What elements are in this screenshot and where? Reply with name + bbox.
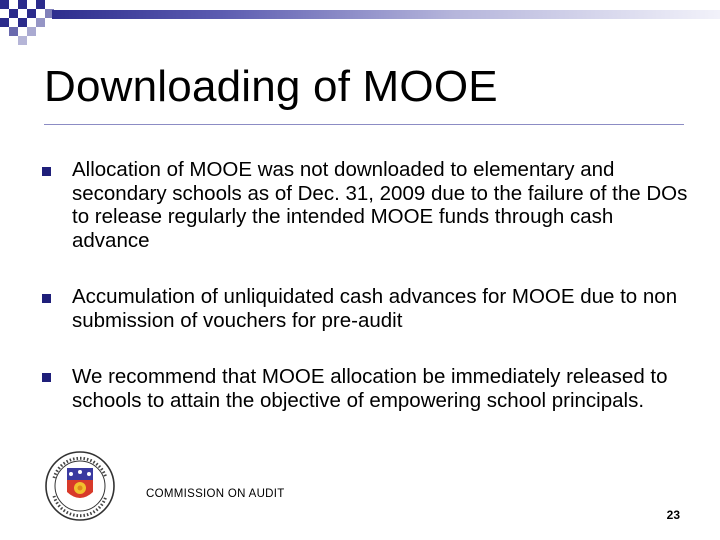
bullet-text: Allocation of MOOE was not downloaded to elementary and secondary schools as of Dec. 31, 2009 due to the failure of the DOs to release regularly the intended MOOE funds through cash advance: [72, 158, 688, 252]
page-number: 23: [666, 508, 680, 522]
corner-checker-decoration: [0, 0, 60, 44]
organization-name: COMMISSION ON AUDIT: [146, 488, 285, 500]
commission-on-audit-seal-icon: [40, 450, 126, 522]
bullet-text: Accumulation of unliquidated cash advances for MOOE due to non submission of vouchers for pre-audit: [72, 285, 678, 332]
bullet-text: We recommend that MOOE allocation be immediately released to schools to attain the objective of empowering school principals.: [72, 365, 668, 412]
square-bullet-icon: [42, 167, 51, 176]
header-gradient-band: [52, 10, 720, 19]
square-bullet-icon: [42, 294, 51, 303]
square-bullet-icon: [42, 373, 51, 382]
title-divider: [44, 124, 684, 125]
slide-title: Downloading of MOOE: [44, 62, 498, 111]
